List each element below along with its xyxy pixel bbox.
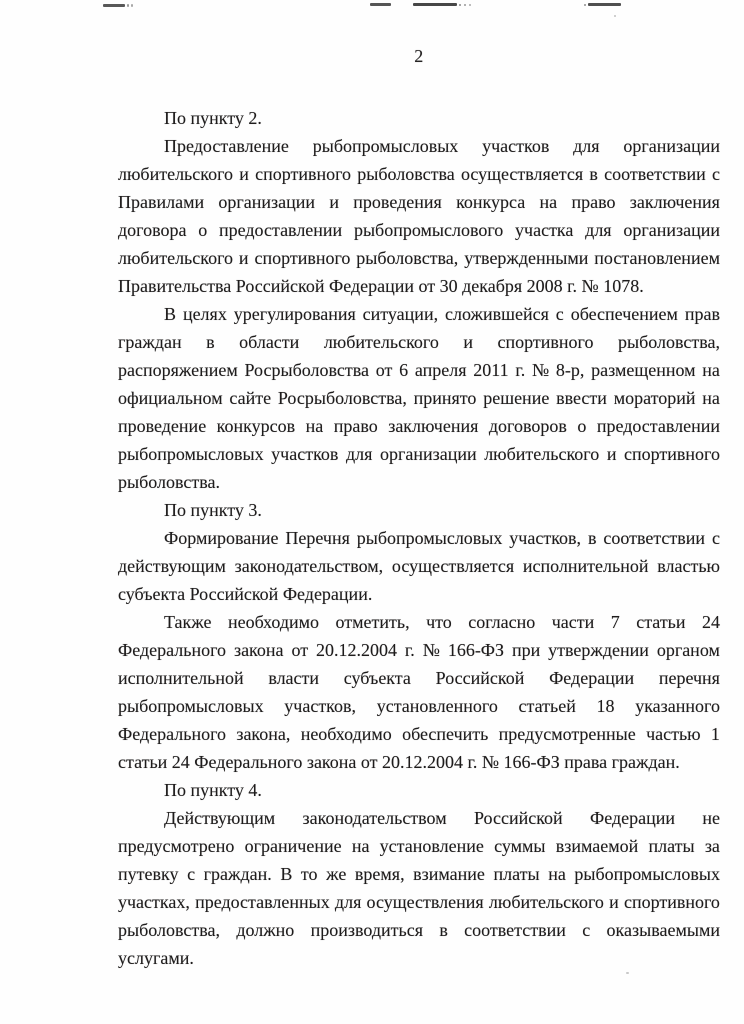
word: рыбопромыслового <box>353 220 504 240</box>
word: в <box>587 528 597 548</box>
word: Росрыболовства <box>244 360 369 380</box>
text-line <box>118 300 720 328</box>
text-line: статьи 24 Федерального закона от 20.12.2004 г. № 166-ФЗ права граждан. <box>118 752 680 772</box>
word: рыбопромысловых <box>118 444 264 464</box>
word: и <box>609 892 619 912</box>
word: не <box>702 808 720 828</box>
text-line <box>118 860 720 888</box>
text-line <box>118 916 720 944</box>
word: области <box>239 332 300 352</box>
word: на <box>305 416 324 436</box>
word: соответствии <box>603 528 706 548</box>
word: платы <box>493 864 540 884</box>
page-number: 2 <box>414 46 424 66</box>
word: 20.12.2004 <box>316 640 397 660</box>
word: что <box>426 612 452 632</box>
text-line <box>118 244 720 272</box>
word: спортивного <box>254 248 351 268</box>
word: ситуации, <box>362 304 439 324</box>
word: Федерации <box>590 808 676 828</box>
word: предусмотрено <box>118 836 235 856</box>
word: с <box>582 920 591 940</box>
word: сложившейся <box>445 304 549 324</box>
word: отметить, <box>335 612 410 632</box>
word: спортивного <box>497 332 594 352</box>
word: осуществляется <box>391 556 515 576</box>
scan-artifact <box>131 4 133 7</box>
text-line <box>118 216 720 244</box>
word: осуществления <box>366 892 484 912</box>
text-line <box>118 692 720 720</box>
word: сайте <box>229 388 272 408</box>
text-line <box>118 188 720 216</box>
word: прав <box>684 304 720 324</box>
word: г. <box>404 640 415 660</box>
scan-artifact <box>588 3 621 6</box>
document-body <box>118 104 720 972</box>
word: в <box>439 920 448 940</box>
word: исполнительной <box>118 668 244 688</box>
word: официальном <box>118 388 223 408</box>
word: с <box>712 164 720 184</box>
word: взимаемой <box>555 836 639 856</box>
text-line: По пункту 2. <box>164 108 262 128</box>
text-line <box>118 664 720 692</box>
text-line <box>118 636 720 664</box>
scan-artifact <box>413 3 457 6</box>
word: № <box>422 640 440 660</box>
word: производиться <box>310 920 424 940</box>
text-line <box>118 440 720 468</box>
word: предоставлении <box>596 416 720 436</box>
word: согласно <box>468 612 536 632</box>
word: платы <box>648 836 695 856</box>
text-line: рыболовства. <box>118 472 220 492</box>
word: участках, <box>118 892 190 912</box>
word: организации <box>379 444 477 464</box>
word: Также <box>164 612 212 632</box>
word: размещенном <box>591 360 696 380</box>
word: осуществляется <box>460 164 584 184</box>
scan-artifact <box>626 972 629 974</box>
word: на <box>351 836 370 856</box>
text-line: услугами. <box>118 948 194 968</box>
word: то <box>300 864 318 884</box>
word: спортивного <box>255 164 352 184</box>
word: на <box>702 388 720 408</box>
word: взимание <box>413 864 485 884</box>
word: утверждении <box>548 640 649 660</box>
word: суммы <box>494 836 546 856</box>
word: и <box>463 332 473 352</box>
word: на <box>539 192 558 212</box>
word: 166-ФЗ <box>447 640 505 660</box>
word: конкурса <box>456 192 526 212</box>
word: обеспечить <box>402 724 489 744</box>
word: 6 <box>399 360 409 380</box>
word: рыбопромысловых <box>312 136 459 156</box>
word: органом <box>656 640 720 660</box>
word: и <box>329 192 339 212</box>
word: 2011 <box>473 360 509 380</box>
word: и <box>238 248 249 268</box>
word: любительского <box>484 444 600 464</box>
word: принято <box>413 388 477 408</box>
word: В <box>164 304 177 324</box>
word: любительского <box>118 164 234 184</box>
word: ввести <box>556 388 607 408</box>
word: Действующим <box>164 808 276 828</box>
text-line <box>118 160 720 188</box>
scan-artifact <box>127 4 129 7</box>
word: власти <box>268 668 320 688</box>
word: рыболовства, <box>118 920 220 940</box>
word: в <box>589 164 598 184</box>
word: граждан. <box>203 864 272 884</box>
scan-artifact <box>469 4 471 6</box>
text-line <box>118 608 720 636</box>
word: и <box>239 164 249 184</box>
text-line <box>118 132 720 160</box>
word: мораторий <box>613 388 696 408</box>
word: утвержденными <box>464 248 589 268</box>
text-line <box>118 524 720 552</box>
text-line: По пункту 3. <box>164 500 262 520</box>
word: право <box>333 416 378 436</box>
word: на <box>702 360 720 380</box>
scan-artifact <box>614 15 616 17</box>
text-line: субъекта Российской Федерации. <box>118 584 373 604</box>
word: предоставленных <box>195 892 330 912</box>
word: рыболовства <box>357 164 455 184</box>
word: с <box>187 864 196 884</box>
scan-artifact <box>103 4 125 7</box>
word: указанного <box>635 696 720 716</box>
word: действующим <box>118 556 226 576</box>
word: 8-р, <box>555 360 585 380</box>
word: участков, <box>284 696 357 716</box>
word: для <box>573 136 600 156</box>
word: участка <box>515 220 574 240</box>
word: Федерации <box>549 668 635 688</box>
scan-artifact <box>370 3 391 6</box>
word: закона, <box>236 724 291 744</box>
word: любительского <box>118 248 234 268</box>
word: закона <box>233 640 284 660</box>
word: проведения <box>353 192 442 212</box>
word: апреля <box>414 360 467 380</box>
text-line <box>118 888 720 916</box>
word: статьей <box>518 696 576 716</box>
word: необходимо <box>227 612 320 632</box>
text-line: По пункту 4. <box>164 780 262 800</box>
word: проведение <box>118 416 207 436</box>
word: Российской <box>435 668 525 688</box>
word: ограничение <box>244 836 342 856</box>
text-line: Правительства Российской Федерации от 30 декабря 2008 г. № 1078. <box>118 276 644 296</box>
word: Федерального <box>118 640 227 660</box>
word: право <box>571 192 616 212</box>
word: рыбопромысловых <box>118 696 264 716</box>
word: № <box>531 360 550 380</box>
word: договоров <box>488 416 567 436</box>
word: на <box>548 864 566 884</box>
word: Росрыболовства, <box>277 388 407 408</box>
word: г. <box>515 360 526 380</box>
scan-artifact <box>459 4 461 6</box>
word: с <box>555 304 564 324</box>
word: необходимо <box>300 724 392 744</box>
word: исполнительной <box>522 556 649 576</box>
word: Формирование <box>164 528 279 548</box>
text-line <box>118 832 720 860</box>
word: оказываемыми <box>606 920 720 940</box>
word: предоставлении <box>219 220 343 240</box>
word: организации <box>623 136 720 156</box>
word: любительского <box>488 892 604 912</box>
word: любительского <box>323 332 439 352</box>
word: же <box>326 864 347 884</box>
word: В <box>280 864 293 884</box>
word: соответствии <box>464 920 566 940</box>
word: от <box>375 360 393 380</box>
word: властью <box>657 556 720 576</box>
word: с <box>711 528 720 548</box>
word: для <box>585 220 612 240</box>
word: распоряжением <box>118 360 238 380</box>
word: организации <box>623 220 720 240</box>
word: от <box>291 640 309 660</box>
word: статьи <box>636 612 686 632</box>
word: соответствии <box>604 164 706 184</box>
word: рыболовства, <box>356 248 459 268</box>
text-line <box>118 720 720 748</box>
word: организации <box>218 192 316 212</box>
word: граждан <box>118 332 182 352</box>
word: участков, <box>509 528 582 548</box>
word: 7 <box>610 612 620 632</box>
word: конкурсов <box>216 416 296 436</box>
word: должно <box>236 920 295 940</box>
word: Федерального <box>118 724 227 744</box>
text-line <box>118 552 720 580</box>
word: заключения <box>388 416 479 436</box>
word: Российской <box>473 808 563 828</box>
word: предусмотренные <box>498 724 636 744</box>
word: спортивного <box>624 444 720 464</box>
word: спортивного <box>623 892 720 912</box>
word: Предоставление <box>164 136 289 156</box>
word: в <box>206 332 215 352</box>
scan-artifact <box>464 4 466 6</box>
text-line <box>118 328 720 356</box>
word: установление <box>379 836 484 856</box>
word: законодательством <box>302 808 447 828</box>
word: частью <box>646 724 701 744</box>
text-line <box>118 384 720 412</box>
word: заключения <box>629 192 720 212</box>
word: постановлением <box>594 248 720 268</box>
word: законодательством, <box>234 556 384 576</box>
word: для <box>345 444 373 464</box>
scan-artifact <box>584 4 586 6</box>
text-line <box>118 804 720 832</box>
word: целях <box>182 304 227 324</box>
word: путевку <box>118 864 179 884</box>
word: при <box>511 640 541 660</box>
word: договора <box>118 220 187 240</box>
word: о <box>198 220 208 240</box>
word: участков <box>482 136 550 156</box>
word: и <box>606 444 617 464</box>
word: рыбопромысловых <box>356 528 503 548</box>
word: обеспечением <box>570 304 678 324</box>
text-line <box>118 356 720 384</box>
word: рыбопромысловых <box>574 864 720 884</box>
word: 1 <box>710 724 720 744</box>
word: урегулирования <box>233 304 356 324</box>
word: 18 <box>596 696 615 716</box>
word: субъекта <box>343 668 411 688</box>
word: рыболовства, <box>617 332 720 352</box>
word: Перечня <box>285 528 350 548</box>
text-line <box>118 412 720 440</box>
word: время, <box>354 864 405 884</box>
word: 24 <box>702 612 720 632</box>
word: о <box>577 416 587 436</box>
word: за <box>704 836 720 856</box>
word: перечня <box>658 668 720 688</box>
word: установленного <box>376 696 498 716</box>
word: для <box>334 892 362 912</box>
word: Правилами <box>118 192 205 212</box>
word: части <box>551 612 595 632</box>
word: решение <box>483 388 550 408</box>
word: участков <box>271 444 339 464</box>
